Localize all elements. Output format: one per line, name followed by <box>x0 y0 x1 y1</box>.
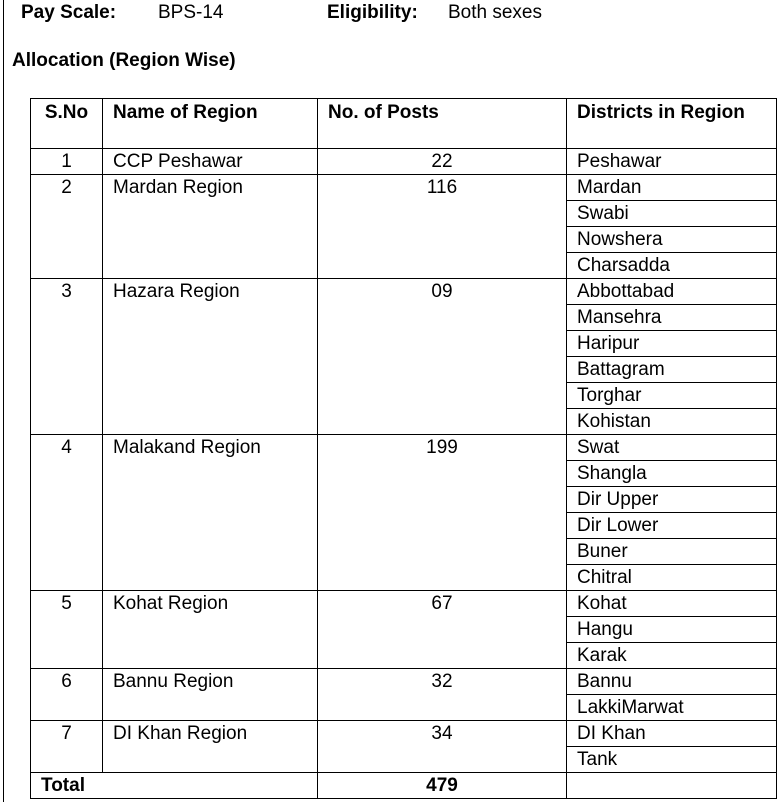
cell-district: Battagram <box>567 357 777 383</box>
cell-region: Hazara Region <box>103 279 318 435</box>
cell-region: Malakand Region <box>103 435 318 591</box>
table-header-row <box>31 99 777 149</box>
cell-posts: 22 <box>318 149 567 175</box>
cell-sno: 5 <box>31 591 103 669</box>
cell-posts: 32 <box>318 669 567 721</box>
cell-posts: 199 <box>318 435 567 591</box>
cell-district: Peshawar <box>567 149 777 175</box>
cell-sno: 4 <box>31 435 103 591</box>
cell-posts: 34 <box>318 721 567 773</box>
cell-district: DI Khan <box>567 721 777 747</box>
cell-sno: 2 <box>31 175 103 279</box>
table-row <box>31 149 777 175</box>
cell-posts: 67 <box>318 591 567 669</box>
cell-posts: 116 <box>318 175 567 279</box>
cell-region: CCP Peshawar <box>103 149 318 175</box>
table-row <box>31 435 777 461</box>
pay-scale-label: Pay Scale: <box>21 2 117 23</box>
cell-district: Torghar <box>567 383 777 409</box>
cell-district: Shangla <box>567 461 777 487</box>
cell-district: Karak <box>567 643 777 669</box>
cell-district: Dir Upper <box>567 487 777 513</box>
total-label: Total <box>31 773 318 799</box>
allocation-table <box>30 98 777 799</box>
cell-district: Kohat <box>567 591 777 617</box>
column-header-posts: No. of Posts <box>318 99 567 149</box>
table-row <box>31 721 777 747</box>
cell-region: Mardan Region <box>103 175 318 279</box>
cell-district: LakkiMarwat <box>567 695 777 721</box>
cell-district: Mansehra <box>567 305 777 331</box>
eligibility-label: Eligibility: <box>327 2 418 23</box>
table-row <box>31 175 777 201</box>
cell-district: Nowshera <box>567 227 777 253</box>
cell-district: Swabi <box>567 201 777 227</box>
table-row <box>31 279 777 305</box>
eligibility-value: Both sexes <box>448 2 542 23</box>
cell-district: Abbottabad <box>567 279 777 305</box>
cell-region: Bannu Region <box>103 669 318 721</box>
cell-region: Kohat Region <box>103 591 318 669</box>
column-header-region: Name of Region <box>103 99 318 149</box>
cell-district: Hangu <box>567 617 777 643</box>
cell-district: Bannu <box>567 669 777 695</box>
cell-district: Kohistan <box>567 409 777 435</box>
table-body <box>31 149 777 799</box>
total-posts: 479 <box>318 773 567 799</box>
cell-district: Dir Lower <box>567 513 777 539</box>
cell-district: Buner <box>567 539 777 565</box>
cell-sno: 1 <box>31 149 103 175</box>
cell-district: Tank <box>567 747 777 773</box>
table-row <box>31 669 777 695</box>
cell-district: Swat <box>567 435 777 461</box>
cell-posts: 09 <box>318 279 567 435</box>
cell-sno: 3 <box>31 279 103 435</box>
section-title: Allocation (Region Wise) <box>12 50 236 71</box>
cell-sno: 6 <box>31 669 103 721</box>
cell-sno: 7 <box>31 721 103 773</box>
cell-region: DI Khan Region <box>103 721 318 773</box>
cell-district: Chitral <box>567 565 777 591</box>
column-header-sno: S.No <box>31 99 103 149</box>
cell-district: Haripur <box>567 331 777 357</box>
cell-district: Charsadda <box>567 253 777 279</box>
pay-scale-value: BPS-14 <box>158 2 224 23</box>
page-frame-line <box>3 0 4 802</box>
table-total-row <box>31 773 777 799</box>
cell-district: Mardan <box>567 175 777 201</box>
table-row <box>31 591 777 617</box>
total-districts <box>567 773 777 799</box>
column-header-districts: Districts in Region <box>567 99 777 149</box>
